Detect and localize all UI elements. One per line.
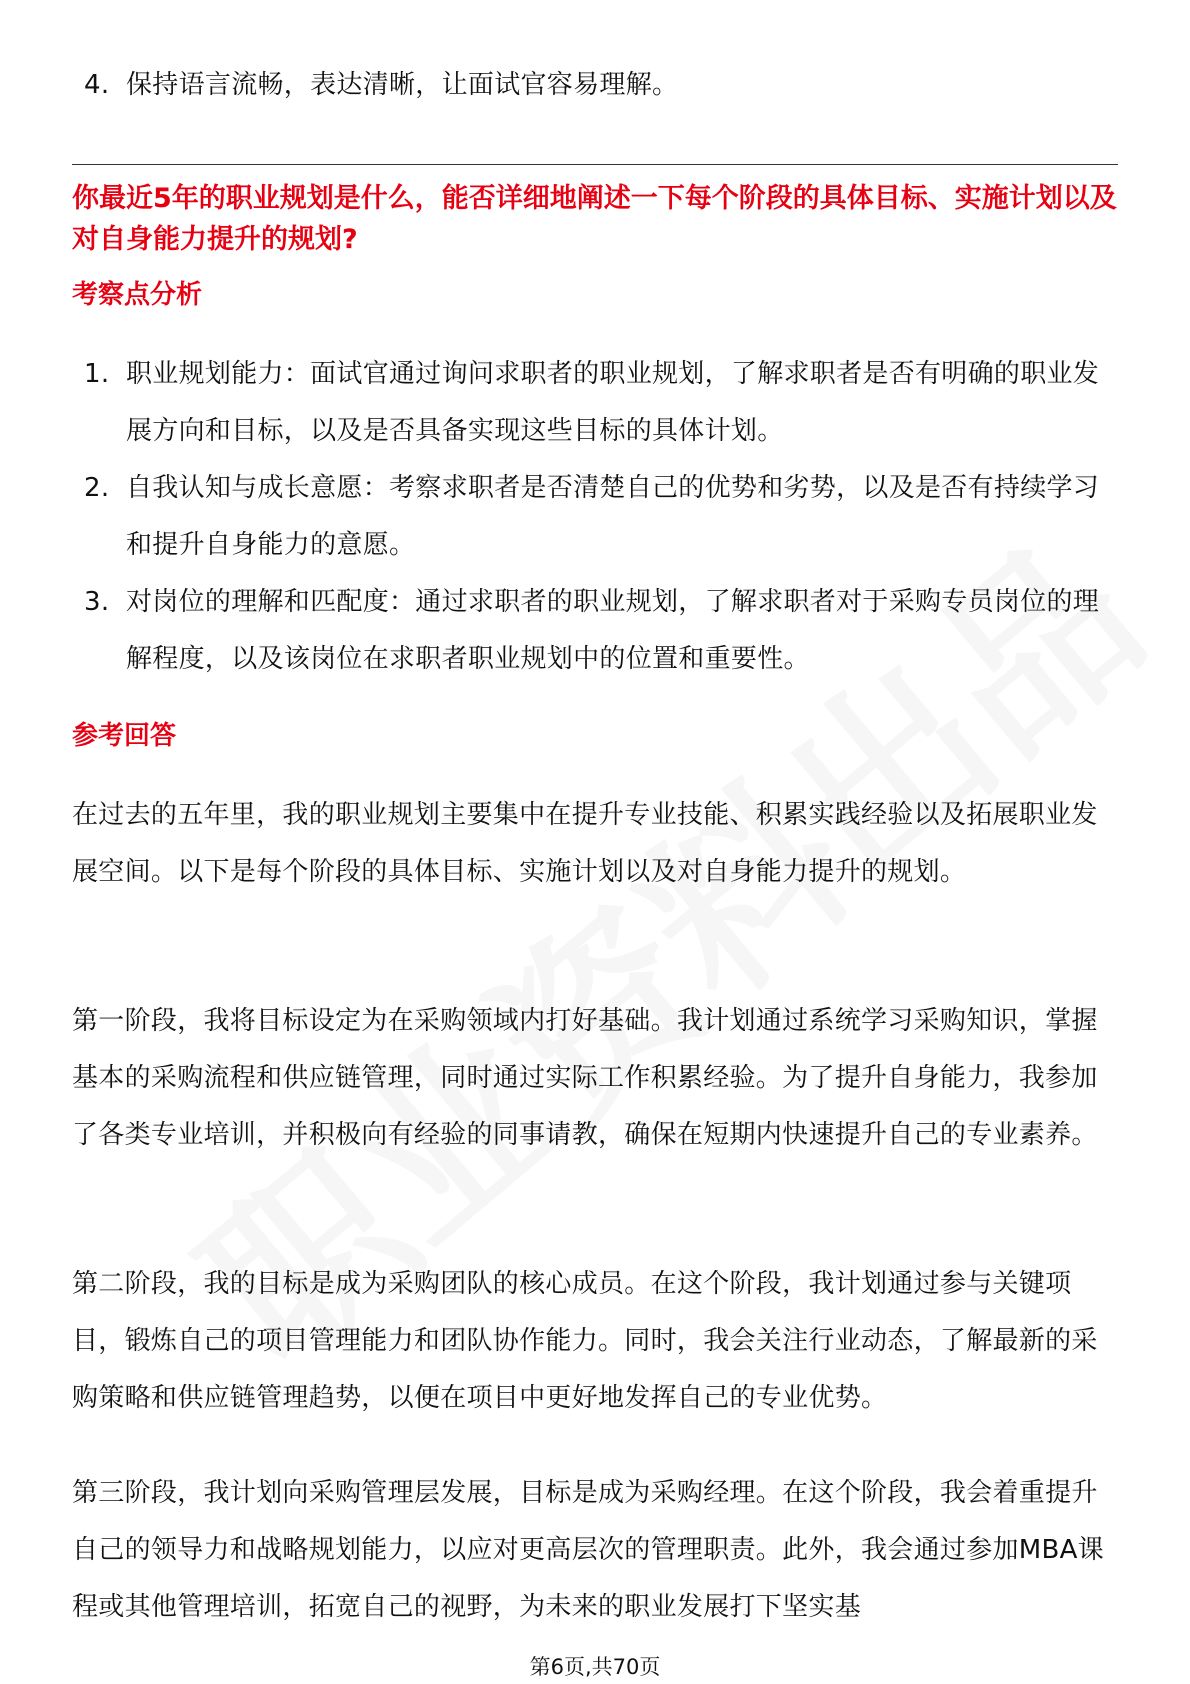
list-item-text: 自我认知与成长意愿：考察求职者是否清楚自己的优势和劣势，以及是否有持续学习和提升自身能力的意愿。 [126, 473, 1100, 560]
question-title: 你最近5年的职业规划是什么，能否详细地阐述一下每个阶段的具体目标、实施计划以及对自身能力提升的规划? [72, 183, 1117, 255]
list-item [72, 574, 1118, 688]
analysis-heading: 考察点分析 [72, 280, 203, 310]
page-footer: 第6页,共70页 [529, 1655, 661, 1679]
list-number: 4. [84, 70, 110, 100]
list-number: 1. [84, 359, 110, 389]
answer-paragraph: 第一阶段，我将目标设定为在采购领域内打好基础。我计划通过系统学习采购知识，掌握基本的采购流程和供应链管理，同时通过实际工作积累经验。为了提升自身能力，我参加了各类专业培训，并积极向有经验的同事请教，确保在短期内快速提升自己的专业素养。 [72, 1006, 1098, 1150]
list-item [72, 57, 1172, 114]
document-page [72, 0, 1118, 1684]
answer-heading: 参考回答 [72, 721, 177, 751]
list-number: 2. [84, 473, 110, 503]
list-item [72, 346, 1118, 460]
list-item-text: 职业规划能力：面试官通过询问求职者的职业规划，了解求职者是否有明确的职业发展方向和目标，以及是否具备实现这些目标的具体计划。 [126, 359, 1100, 446]
list-number: 3. [84, 587, 110, 617]
answer-paragraph: 第三阶段，我计划向采购管理层发展，目标是成为采购经理。在这个阶段，我会着重提升自己的领导力和战略规划能力，以应对更高层次的管理职责。此外，我会通过参加MBA课程或其他管理培训，拓宽自己的视野，为未来的职业发展打下坚实基 [72, 1478, 1105, 1622]
answer-paragraph: 第二阶段，我的目标是成为采购团队的核心成员。在这个阶段，我计划通过参与关键项目，锻炼自己的项目管理能力和团队协作能力。同时，我会关注行业动态，了解最新的采购策略和供应链管理趋势，以便在项目中更好地发挥自己的专业优势。 [72, 1269, 1098, 1413]
answer-paragraph: 在过去的五年里，我的职业规划主要集中在提升专业技能、积累实践经验以及拓展职业发展空间。以下是每个阶段的具体目标、实施计划以及对自身能力提升的规划。 [72, 800, 1098, 887]
list-item [72, 460, 1118, 574]
section-divider [72, 164, 1118, 165]
list-item-text: 保持语言流畅，表达清晰，让面试官容易理解。 [126, 70, 679, 100]
list-item-text: 对岗位的理解和匹配度：通过求职者的职业规划，了解求职者对于采购专员岗位的理解程度，以及该岗位在求职者职业规划中的位置和重要性。 [126, 587, 1100, 674]
analysis-list [72, 346, 1118, 688]
